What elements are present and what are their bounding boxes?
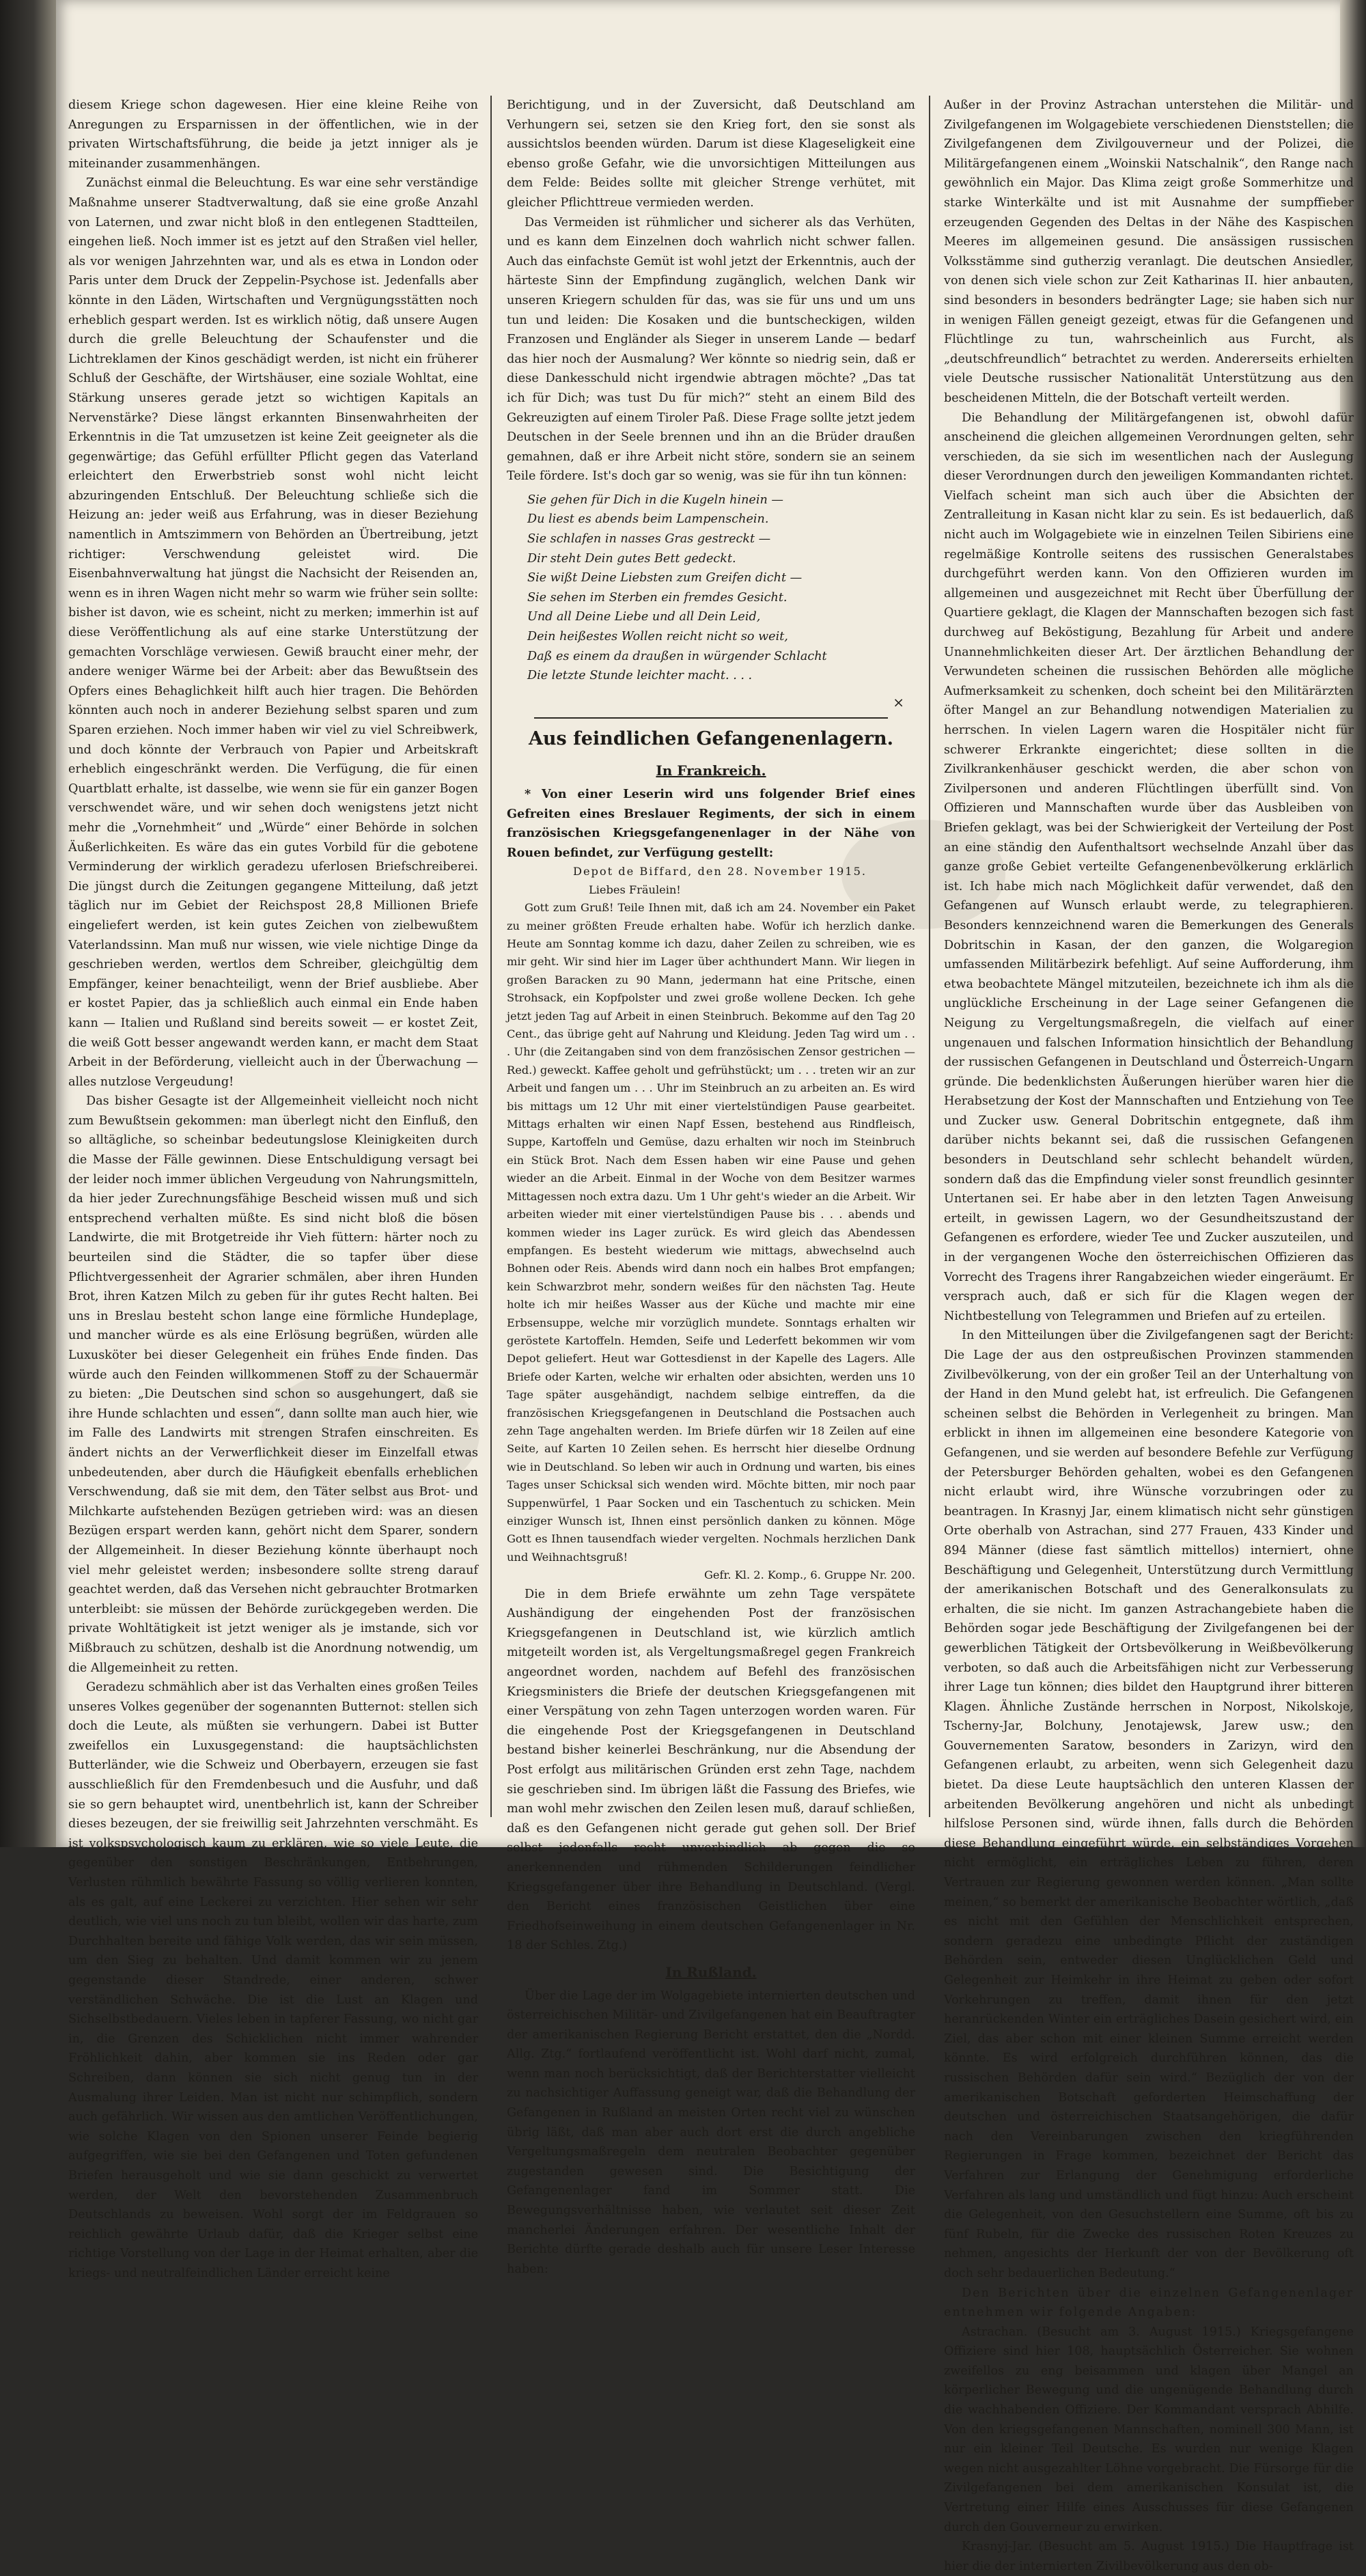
section-headline: Aus feindlichen Gefangenenlagern. (528, 728, 894, 750)
letter-signature: Gefr. Kl. 2. Komp., 6. Gruppe Nr. 200. (703, 1568, 915, 1582)
column-rule (929, 96, 930, 1817)
camp-report-astrachan: Astrachan. (Besucht am 3. August 1915.) Kriegsgefangene Offiziere sind hier 108, hauptsächlich Österreicher. Sie wohnen zweifellos zu eng beisammen und klagen über Mangel an körperlicher Bewegung und die ungenügende Behandlung durch die wachhabenden Offiziere. Der Kommandant versprach Abhilfe. Von den kriegsgefangenen Mannschaften, nominell 300 Mann, ist nur ein kleiner Teil Deutsche. Es wurden nur wenige Klagen wegen nicht ausgezahlter Löhne vorgebracht. Die Fürsorge für die Zivilgefangenen bei dem amerikanischen Konsulat ist, die Vertretung einer Hilfe eines Ausschusses für diese Gefangenen durch den Gouverneur zu erwirken. (944, 2325, 1354, 2534)
column-rule (490, 96, 492, 1817)
article-paragraph: Über die Lage der im Wolgagebiete internierten deutschen und österreichischen Militär- und Zivilgefangenen hat ein Beauftragter der amerikanischen Regierung Bericht erstattet, den die „Nordd. Allg. Ztg.“ fortlaufend veröffentlicht ist. Wohl darf nicht, zumal, wenn man noch berücksichtigt, daß der Berichterstatter vielleicht zu nachsichtiger Auffassung geneigt war, daß die Behandlung der Gefangenen in Rußland an meisten Orten recht viel zu wünschen übrig läßt, daß man aber auch dort erst die durch angebliche Vergeltungsmaßregeln dem neutralen Beobachter gegenüber zugestanden gewesen sind. Die Besichtigung der Gefangenenlager fand im Sommer statt. Die Bewegungsverhältnisse haben, wie verlautet seit dieser Zeit mancherlei Änderungen erfahren. Der wesentliche Inhalt der Berichte dürfte gerade deshalb auch für unsere Leser Interesse haben: (507, 1989, 915, 2276)
article-paragraph: Das bisher Gesagte ist der Allgemeinheit vielleicht noch nicht zum Bewußtsein gekommen: man überlegt nicht den Einfluß, den so alltägliche, so scheinbar bedeutungslose Kleinigkeiten durch die Masse der Fälle gewinnen. Diese Entschuldigung versagt bei der leider noch immer üblichen Vergeudung von Nahrungsmitteln, da hier jeder Zurechnungsfähige Bescheid wissen muß und sich entsprechend verhalten müßte. Es sind nicht bloß die bösen Landwirte, die mit Brotgetreide ihr Vieh füttern: härter noch zu beurteilen sind die Städter, die so tapfer über diese Pflichtvergessenheit der Agrarier schmälen, aber ihren Hunden Brot, ihren Katzen Milch zu geben für ihr gutes Recht halten. Bei uns in Breslau besteht schon lange eine förmliche Hundeplage, und mancher würde es als eine Erlösung begrüßen, würden alle Luxusköter bei dieser Gelegenheit ein frühes Ende finden. Das würde auch den Feinden willkommenen Stoff zu der Schauermär zu bieten: „Die Deutschen sind schon so ausgehungert, daß sie ihre Hunde schlachten und essen“, dann sollte man auch hier, wie im Falle des Landwirts mit strengen Strafen einschreiten. Es ändert nichts an der Verwerflichkeit dieser im Einzelfall etwas unbedeutenden, aber durch die Häufigkeit ebenfalls erheblichen Verschwendung, daß sie mit dem, den Täter selbst aus Brot- und Milchkarte aufstehenden Bezügen getrieben wird: was an diesen Bezügen erspart werden kann, gehört nicht dem Sparer, sondern der Allgemeinheit. In dieser Beziehung könnte überhaupt noch viel mehr geleistet werden; insbesondere sollte streng darauf geachtet werden, daß das Versehen nicht gebrauchter Brotmarken unterbleibt: sie müssen der Behörde zurückgegeben werden. Die private Wohltätigkeit ist jetzt weniger als je imstande, sich vor Mißbrauch zu schützen, deshalb ist die Anordnung notwendig, um die Allgemeinheit zu retten. (68, 1094, 478, 1675)
scan-edge-left (0, 0, 56, 1847)
poem-line: Du liest es abends beim Lampenschein. (527, 512, 769, 527)
column-right (944, 96, 1354, 2573)
section-divider (534, 717, 888, 719)
poem-line: Sie sehen im Sterben ein fremdes Gesicht. (527, 590, 787, 605)
poem-line: Und all Deine Liebe und all Dein Leid, (527, 610, 761, 624)
article-paragraph: diesem Kriege schon dagewesen. Hier eine kleine Reihe von Anregungen zu Ersparnissen in der öffentlichen, wie in der privaten Wirtschaftsführung, die beide ja jetzt inniger als je miteinander zusammenhängen. (68, 98, 478, 171)
article-paragraph: Außer in der Provinz Astrachan unterstehen die Militär- und Zivilgefangenen im Wolgagebiete verschiedenen Dienststellen; die Zivilgefangenen dem Zivilgouverneur und der Polizei, die Militärgefangenen einem „Woinskii Natschalnik“, den Range nach gewöhnlich ein Major. Das Klima zeigt große Sommerhitze und starke Winterkälte und ist mit Ausnahme der sumpffieber erzeugenden Gegenden des Deltas in der Nähe des Kaspischen Meeres im allgemeinen gesund. Die ansässigen russischen Volksstämme sind gutherzig veranlagt. Die deutschen Ansiedler, von denen sich viele schon zur Zeit Katharinas II. hier anbauten, sind besonders in besonders bedrängter Lage; sie haben sich nur in wenigen Fällen geneigt gezeigt, etwas für die Gefangenen und Flüchtlinge zu tun, wahrscheinlich aus Furcht, als „deutschfreundlich“ betrachtet zu werden. Andererseits erhielten viele Deutsche russischer Nationalität Unterstützung aus den bescheidenen Mitteln, die der Botschaft verteilt werden. (944, 98, 1354, 405)
letter-salutation: Liebes Fräulein! (589, 883, 681, 896)
poem-line: Sie wißt Deine Liebsten zum Greifen dicht — (527, 571, 803, 585)
subsection-heading-france: In Frankreich. (656, 762, 766, 779)
column-left (68, 96, 478, 2280)
poem-line: Dein heißestes Wollen reicht nicht so weit, (527, 630, 788, 644)
poem (527, 490, 915, 686)
article-paragraph: Das Vermeiden ist rühmlicher und sicherer als das Verhüten, und es kann dem Einzelnen doch wahrlich nicht schwer fallen. Auch das einfachste Gemüt ist wohl jetzt der Erkenntnis, auch der härteste Sinn der Empfindung zugänglich, welchen Dank wir unseren Kriegern schulden für das, was sie für uns und um uns tun und leiden: Die Kosaken und die buntscheckigen, wilden Franzosen und Engländer als Sieger in unserem Lande — bedarf das hier noch der Ausmalung? Wer könnte so niedrig sein, daß er diese Dankesschuld nicht irgendwie abtragen möchte? „Das tat ich für Dich; was tust Du für mich?“ steht an einem Bild des Gekreuzigten auf einem Tiroler Paß. Diese Frage sollte jetzt jedem Deutschen in der Seele brennen und ihn an die Brüder draußen gemahnen, daß er ihre Arbeit nicht störe, sondern sie an seinem Teile fördere. Ist's doch gar so wenig, was sie für ihn tun können: (507, 215, 915, 484)
article-paragraph: Die Behandlung der Militärgefangenen ist, obwohl dafür anscheinend die gleichen allgemeinen Verordnungen gelten, sehr verschieden, da sie sich im wesentlichen nach der Auslegung dieser Verordnungen durch den jeweiligen Kommandanten richtet. Vielfach scheint man sich auch über die Absichten der Zentralleitung in Kasan nicht klar zu sein. Es ist bedauerlich, daß nicht auch im Wolgagebiete wie in einzelnen Teilen Sibiriens eine regelmäßige Kontrolle seitens des russischen Generalstabes durchgeführt werden kann. Von den Offizieren wurden im allgemeinen und ausgezeichnet mit Recht über Überfüllung der Quartiere geklagt, die Klagen der Mannschaften bezogen sich fast durchweg auf Beköstigung, Bezahlung für Arbeit und andere Unannehmlichkeiten dieser Art. Der ärztlichen Behandlung der Verwundeten scheinen die russischen Behörden alle mögliche Aufmerksamkeit zu schenken, doch scheint bei den Militärärzten öfter Mangel an zur Behandlung notwendigen Materialien zu herrschen. In vielen Lagern waren die Hospitäler nicht für schwerer Erkrankte eingerichtet; diese sollten in die Zivilkrankenhäuser geschickt werden, die aber schon von Zivilpersonen und anderen Flüchtlingen überfüllt sind. Von Offizieren und Mannschaften wurde über das Ausbleiben von Briefen geklagt, was bei der Schwierigkeit der Verteilung der Post an eine ständig den Aufenthaltsort wechselnde Anzahl über das ganze große Gebiet verteilte Gefangenenbevölkerung erklärlich ist. Ich habe mich nach Möglichkeit dafür verwendet, daß den Gefangenen auf Wunsch erlaubt werde, zu telegraphieren. Besonders kennzeichnend waren die Bemerkungen des Generals Dobritschin in Kasan, der den ganzen, die Wolgaregion umfassenden Militärbezirk befehligt. Auf seine Aufforderung, ihm etwa beobachtete Mängel mitzuteilen, bezeichnete ich ihm als die unglückliche Erscheinung in der Lage seiner Gefangenen die Neigung zu Vergeltungsmaßregeln, die vielfach auf einer ungenauen und falschen Information hinsichtlich der Behandlung der russischen Gefangenen in Deutschland und Österreich-Ungarn gründe. Die bedenklichsten Äußerungen hierüber waren hier die Herabsetzung der Kost der Mannschaften und Entziehung von Tee und Zucker usw. General Dobritschin entgegnete, daß ihm darüber nichts bekannt sei, daß die russischen Gefangenen besonders in Deutschland sehr schlecht behandelt würden, sondern daß das die Empfindung vieler sonst freundlich gesinnter Untertanen sei. Er habe aber in den letzten Tagen Anweisung erteilt, in gewissen Lagern, wo der Gesundheitszustand der Gefangenen es erfordere, wieder Tee und Zucker auszuteilen, und in der vergangenen Woche den österreichischen Offizieren das Vorrecht des Tragens ihrer Rangabzeichen wieder eingeräumt. Er versprach auch, daß er sich für die Klagen wegen der Nichtbestellung von Telegrammen und Briefen auf zu erteilen. (944, 411, 1354, 1323)
article-paragraph: In den Mitteilungen über die Zivilgefangenen sagt der Bericht: Die Lage der aus den ostpreußischen Provinzen stammenden Zivilbevölkerung, von der ein großer Teil an der Unterhaltung von der Hand in den Mund gelebt hat, ist erfreulich. Die Gefangenen scheinen selbst die Behörden in Verlegenheit zu bringen. Man erblickt in ihnen im allgemeinen eine besondere Kategorie von Gefangenen, und sie werden auf besondere Befehle zur Verfügung der Petersburger Behörden gehalten, wobei es den Gefangenen nicht erlaubt wird, ihre Wünsche vorzubringen oder zu beantragen. In Krasnyj Jar, einem klimatisch nicht sehr günstigen Orte oberhalb von Astrachan, sind 277 Frauen, 433 Kinder und 894 Männer (diese fast sämtlich mittellos) interniert, ohne Beschäftigung und Gelegenheit, Unterstützung durch Vermittlung der amerikanischen Botschaft und des Generalkonsulats zu erhalten, die sie nicht. Im ganzen Astrachangebiete haben die Behörden sogar jede Beschäftigung der Zivilgefangenen bei der gewerblichen Tätigkeit der Ortsbevölkerung in Weißbevölkerung verboten, so daß auch die Arbeitsfähigen nicht zur Verbesserung ihrer Lage tun können; dies bildet den Hauptgrund ihrer bitteren Klagen. Ähnliche Zustände herrschen in Norpost, Nikolskoje, Tscherny-Jar, Bolchuny, Jenotajewsk, Jarew usw.; den Gouvernementen Saratow, besonders in Zarizyn, wird den Gefangenen erlaubt, zu arbeiten, wenn sich Gelegenheit dazu bietet. Da diese Leute hauptsächlich den unteren Klassen der arbeitenden Bevölkerung angehören und nicht als unbedingt hilfslose Personen sind, würde ihnen, falls durch die Behörden diese Behandlung eingeführt würde, ein selbständiges Vorgehen nicht ermöglicht, ein erträgliches Leben zu führen, deren Vertrauen zur Regierung gewonnen werden können. „Man sollte meinen,“ so bemerkt der amerikanische Beobachter wörtlich, „daß es nicht mit den Gefühlen der Menschlichkeit entsprechen, sondern geradezu eine unbedingte Pflicht der zuständigen Behörden sein, entweder diesen Unglücklichen Geld und Gelegenheit zur Heimkehr in ihre Heimat zu geben oder sofort Vorkehrungen zu treffen, damit ihnen für den jetzt heranrückenden Winter ein erträgliches Dasein gesichert wird, ein Ziel, das aber schon mit einer kleinen Summe erreicht werden könnte. Es wird erfolgreich durchführen können, das die russischen Behörden dafür sein wird.“ Bezüglich der von der amerikanischen Botschaft geforderten Heimschaffung der deutschen und österreichischen Staatsangehörigen, die dafür nach den Vereinbarungen zwischen den kriegführenden Regierungen in Frage kommen, bezeichnet der Bericht das Verfahren zur Erlangung der Genehmigung erforderliche Verfahren als lang und umständlich und fügt hinzu: Auch erscheint die Gelegenheit, von den Gesuchstellern eine Summe, oft bis zu fünf Rubeln, für die Zwecke des russischen Roten Kreuzes zu nehmen, angesichts der Herkunft der von der Bevölkerung oft doch sehr bedauerlichen Bedeutung.“ (944, 1329, 1354, 2280)
column-middle (507, 96, 915, 2276)
poem-line: Daß es einem da draußen in würgender Schlacht (527, 649, 827, 663)
article-paragraph: Die in dem Briefe erwähnte um zehn Tage verspätete Aushändigung der eingehenden Post der französischen Kriegsgefangenen in Deutschland ist, wie kürzlich amtlich mitgeteilt worden ist, als Vergeltungsmaßregel gegen Frankreich angeordnet worden, nachdem auf Befehl des französischen Kriegsministers die Briefe der deutschen Kriegsgefangenen mit einer Verspätung von zehn Tagen unterzogen worden waren. Für die eingehende Post der Kriegsgefangenen in Deutschland bestand bisher keinerlei Beschränkung, nur die Absendung der Post erfolgt aus militärischen Gründen erst zehn Tage, nachdem sie geschrieben sind. Im übrigen läßt die Fassung des Briefes, wie man wohl mehr zwischen den Zeilen lesen muß, darauf schließen, daß es den Gefangenen nicht gerade gut gehen soll. Der Brief selbst jedenfalls recht unverbindlich ab gegen die so anerkennenden und rühmenden Schilderungen feindlicher Kriegsgefangener über ihre Behandlung in Deutschland. (Vergl. den Bericht eines französischen Geistlichen über eine Friedhofseinweihung in einem deutschen Gefangenenlager in Nr. 18 der Schles. Ztg.) (507, 1587, 915, 1953)
poem-line: Dir steht Dein gutes Bett gedeckt. (527, 551, 736, 566)
article-paragraph: Geradezu schmählich aber ist das Verhalten eines großen Teiles unseres Volkes gegenüber der sogenannten Butternot: stellen sich doch die Leute, als müßten sie verhungern. Dabei ist Butter zweifellos ein Luxusgegenstand: die hauptsächlichsten Butterländer, wie die Schweiz und Oberbayern, erzeugen sie fast ausschließlich für den Fremdenbesuch und die Ausfuhr, und daß sie so gern behauptet wird, unentbehrlich ist, kann der Schreiber dieses bezeugen, der sie freiwillig seit Jahrzehnten verschmäht. Es ist volkspsychologisch kaum zu erklären, wie so viele Leute, die gegenüber den sonstigen Beschränkungen, Entbehrungen, Verlusten rühmlich bewährte Fassung so völlig verlieren konnten, als es galt, auf eine Leckerei zu verzichten. Hier sehen wir sehr deutlich, wie viel uns noch zu tun bleibt, wollen wir das harte, zum Durchhalten bereite und fähige Volk werden, das wir sein müssen, um den Sieg zu behalten. Und damit kommen wir zu jenem gegenstande dieser Standrede, einer anderen, schwer verständlichen Schwäche. Die ist die Lust an Klagen und Sichselbstbedauern. Vieles leben in tapferer Fassung, wo nicht gar in, die Grenzen des Schicklichen nicht immer wahrender Fröhlichkeit dahin, aber kommen sie ins Reden oder gar Schreiben, dann können sie sich nicht genug tun in der Ausmalung ihrer Leiden. Man ist nicht nur schimpflich, sondern auch gefährlich. Wir wissen aus den amtlichen Veröffentlichungen, wie solche Klagen von den Spionen unserer Feinde begierig aufgegriffen, wie sie bei den Gefangenen und Toten gefundenen Briefen herausgeholt und wie sie dann geschickt zu verwertet werden, der Welt den bevorstehenden Zusammenbruch Deutschlands zu beweisen. Wohl sorgt der im Feldgrauen so reichlich gewährte Urlaub dafür, daß die Krieger selbst eine richtige Vorstellung von der Lage in der Heimat erhalten, aber die kriegs- und neutralfeindlichen Länder erreicht keine (68, 1680, 478, 2280)
subsection-heading-russia: In Rußland. (665, 1963, 757, 1980)
letter-body: Gott zum Gruß! Teile Ihnen mit, daß ich am 24. November ein Paket zu meiner größten Freude erhalten habe. Wofür ich herzlich danke. Heute am Sonntag komme ich dazu, daher Zeilen zu schreiben, wie es mir geht. Wir sind hier im Lager über achthundert Mann. Wir liegen in großen Baracken zu 90 Mann, jedermann hat eine Pritsche, einen Strohsack, ein Kopfpolster und zwei große wollene Decken. Ich gehe jetzt jeden Tag auf Arbeit in einen Steinbruch. Bekomme auf den Tag 20 Cent., das übrige geht auf Nahrung und Kleidung. Jeden Tag wird um . . . Uhr (die Zeitangaben sind von dem französischen Zensor gestrichen — Red.) geweckt. Kaffee geholt und gefrühstückt; um . . . treten wir an zur Arbeit und fangen um . . . Uhr im Steinbruch an zu arbeiten an. Es wird bis mittags um 12 Uhr mit einer viertelstündigen Pause gearbeitet. Mittags erhalten wir einen Napf Essen, bestehend aus Rindfleisch, Suppe, Kartoffeln und Gemüse, dazu erhalten wir noch im Steinbruch ein Stück Brot. Nach dem Essen haben wir eine Pause und gehen wieder an die Arbeit. Einmal in der Woche von dem Besitzer warmes Mittagessen noch extra dazu. Um 1 Uhr geht's wieder an die Arbeit. Wir arbeiten wieder mit einer viertelstündigen Pause bis . . . abends und kommen wieder ins Lager zurück. Es wird gleich das Abendessen empfangen. Es besteht wiederum wie mittags, abwechselnd auch Bohnen oder Reis. Abends wird dann noch ein halbes Brot empfangen; kein Schwarzbrot mehr, sondern weißes für den nächsten Tag. Heute holte ich mir heißes Wasser aus der Küche und machte mir eine Erbsensuppe, welche mir vorzüglich mundete. Sonntags erhalten wir geröstete Kartoffeln. Hemden, Seife und Lederfett bekommen wir vom Depot geliefert. Heut war Gottesdienst in der Kapelle des Lagers. Alle Briefe oder Karten, welche wir erhalten oder absichten, werden uns 10 Tage später ausgehändigt, nachdem selbige eintreffen, da die französischen Kriegsgefangenen in Deutschland die Postsachen auch zehn Tage angehalten werden. Im Briefe dürfen wir 18 Zeilen auf eine Seite, auf Karten 10 Zeilen sehen. Es herrscht hier dieselbe Ordnung wie in Deutschland. So leben wir auch in Ordnung und warten, bis eines Tages unser Schicksal sich wenden wird. Möchte bitten, mir noch paar Suppenwürfel, 1 Paar Socken und ein Taschentuch zu schicken. Mein einziger Wunsch ist, Ihnen einst persönlich danken zu können. Möge Gott es Ihnen tausendfach wieder vergelten. Nochmals herzlichen Dank und Weihnachtsgruß! (507, 901, 915, 1564)
poem-line: Sie schlafen in nasses Gras gestreckt — (527, 532, 771, 546)
letter-intro: * Von einer Leserin wird uns folgender Brief eines Gefreiten eines Breslauer Regiments, der sich in einem französischen Kriegsgefangenenlager in der Nähe von Rouen befindet, zur Verfügung gestellt: (507, 787, 915, 860)
article-paragraph: Den Berichten über die einzelnen Gefangenenlager entnehmen wir folgende Angaben: (944, 2286, 1354, 2320)
camp-report-krasnyj-jar: Krasnyj-Jar. (Besucht am 5. August 1915.) Die Hauptfrage ist hier die der internierten Zivilbevölkerung aus den ob- (944, 2540, 1354, 2573)
article-paragraph: Zunächst einmal die Beleuchtung. Es war eine sehr verständige Maßnahme unserer Stadtverwaltung, daß sie eine große Anzahl von Laternen, und zwar nicht bloß in den entlegenen Stadtteilen, eingehen ließ. Noch immer ist es jetzt auf den Straßen viel heller, als vor wenigen Jahrzehnten war, und als es etwa in London oder Paris unter dem Druck der Zeppelin-Psychose ist. Jedenfalls aber könnte in den Läden, Wirtschaften und Vergnügungsstätten noch erheblich gespart werden. Ist es wirklich nötig, daß unsere Augen durch die grelle Beleuchtung der Schaufenster und die Lichtreklamen der Kinos geschädigt werden, ist nicht ein früherer Schluß der Geschäfte, der Wirtshäuser, eine soziale Wohltat, eine Stärkung unseres gerade jetzt so wichtigen Kapitals an Nervenstärke? Diese längst erkannten Binsenwahrheiten der Erkenntnis in die Tat umzusetzen ist keine Zeit geeigneter als die gegenwärtige; das Gefühl erfüllter Pflicht gegen das Vaterland erleichtert den Erwerbstrieb sonst wohl nicht leicht abzuringenden Entschluß. Der Beleuchtung schließe sich die Heizung an: jeder weiß aus Erfahrung, was in dieser Beziehung namentlich in Amtszimmern von Behörden an Übertreibung, jetzt richtiger: Verschwendung geleistet wird. Die Eisenbahnverwaltung hat jüngst die Nachsicht der Reisenden an, wenn es in ihren Wagen nicht mehr so warm wie früher sein sollte: bisher ist davon, wie es scheint, nicht zu merken; immerhin ist auf diese Veröffentlichung als auf eine starke Unterstützung der gemachten Vorschläge verwiesen. Gewiß braucht einer mehr, der andere weniger Wärme bei der Arbeit: aber das Bewußtsein des Opfers eines Behaglichkeit hilft auch hier tragen. Die Behörden könnten auch noch in anderer Beziehung selbst sparen und zum Sparen erziehen. Noch immer haben wir viel zu viel Schreibwerk, und doch könnte der Verbrauch von Papier und Arbeitskraft erheblich eingeschränkt werden. Die Verfügung, die für einen Quartblatt erhalte, ist dasselbe, wie wenn sie für ein ganzer Bogen verschwendet wäre, und wir sehen doch wenigstens jetzt nicht mehr die „Vornehmheit“ und „Würde“ einer Behörde in solchen Äußerlichkeiten. Es wäre das ein gutes Vorbild für die gebotene Verminderung der wirklich geradezu uferlosen Briefschreiberei. Die jüngst durch die Zeitungen gegangene Mitteilung, daß jetzt täglich nur im Gebiet der Reichspost 28,8 Millionen Briefe eingeliefert werden, ist kein gutes Zeichen von zielbewußtem Vaterlandssinn. Man muß nur wissen, wie viele nichtige Dinge da geschrieben werden, wertlos dem Schreiber, gleichgültig dem Empfänger, keiner benachteiligt, wenn der Brief ausbliebe. Aber er kostet Papier, das ja schließlich auch einmal ein Ende haben kann — Italien und Rußland sind bereits soweit — er kostet Zeit, die weiß Gott besser angewandt werden kann, er macht dem Staat Arbeit in der Beförderung, vielleicht auch in der Überwachung — alles nutzlose Vergeudung! (68, 176, 478, 1089)
poem-line: Sie gehen für Dich in die Kugeln hinein — (527, 493, 783, 507)
prisoner-letter (507, 863, 915, 1584)
article-paragraph: Berichtigung, und in der Zuversicht, daß Deutschland am Verhungern sei, setzen sie den Krieg fort, den sie sonst als aussichtslos beenden würden. Darum ist diese Klageseligkeit eine ebenso große Gefahr, wie die unvorsichtigen Mitteilungen aus dem Felde: Beides sollte mit gleicher Strenge verhütet, mit gleicher Pflichttreue vermieden werden. (507, 98, 915, 210)
poem-line: Die letzte Stunde leichter macht. . . . (527, 669, 753, 683)
article-end-mark: × (893, 693, 904, 710)
letter-dateline: Depot de Biffard, den 28. November 1915. (572, 865, 867, 878)
